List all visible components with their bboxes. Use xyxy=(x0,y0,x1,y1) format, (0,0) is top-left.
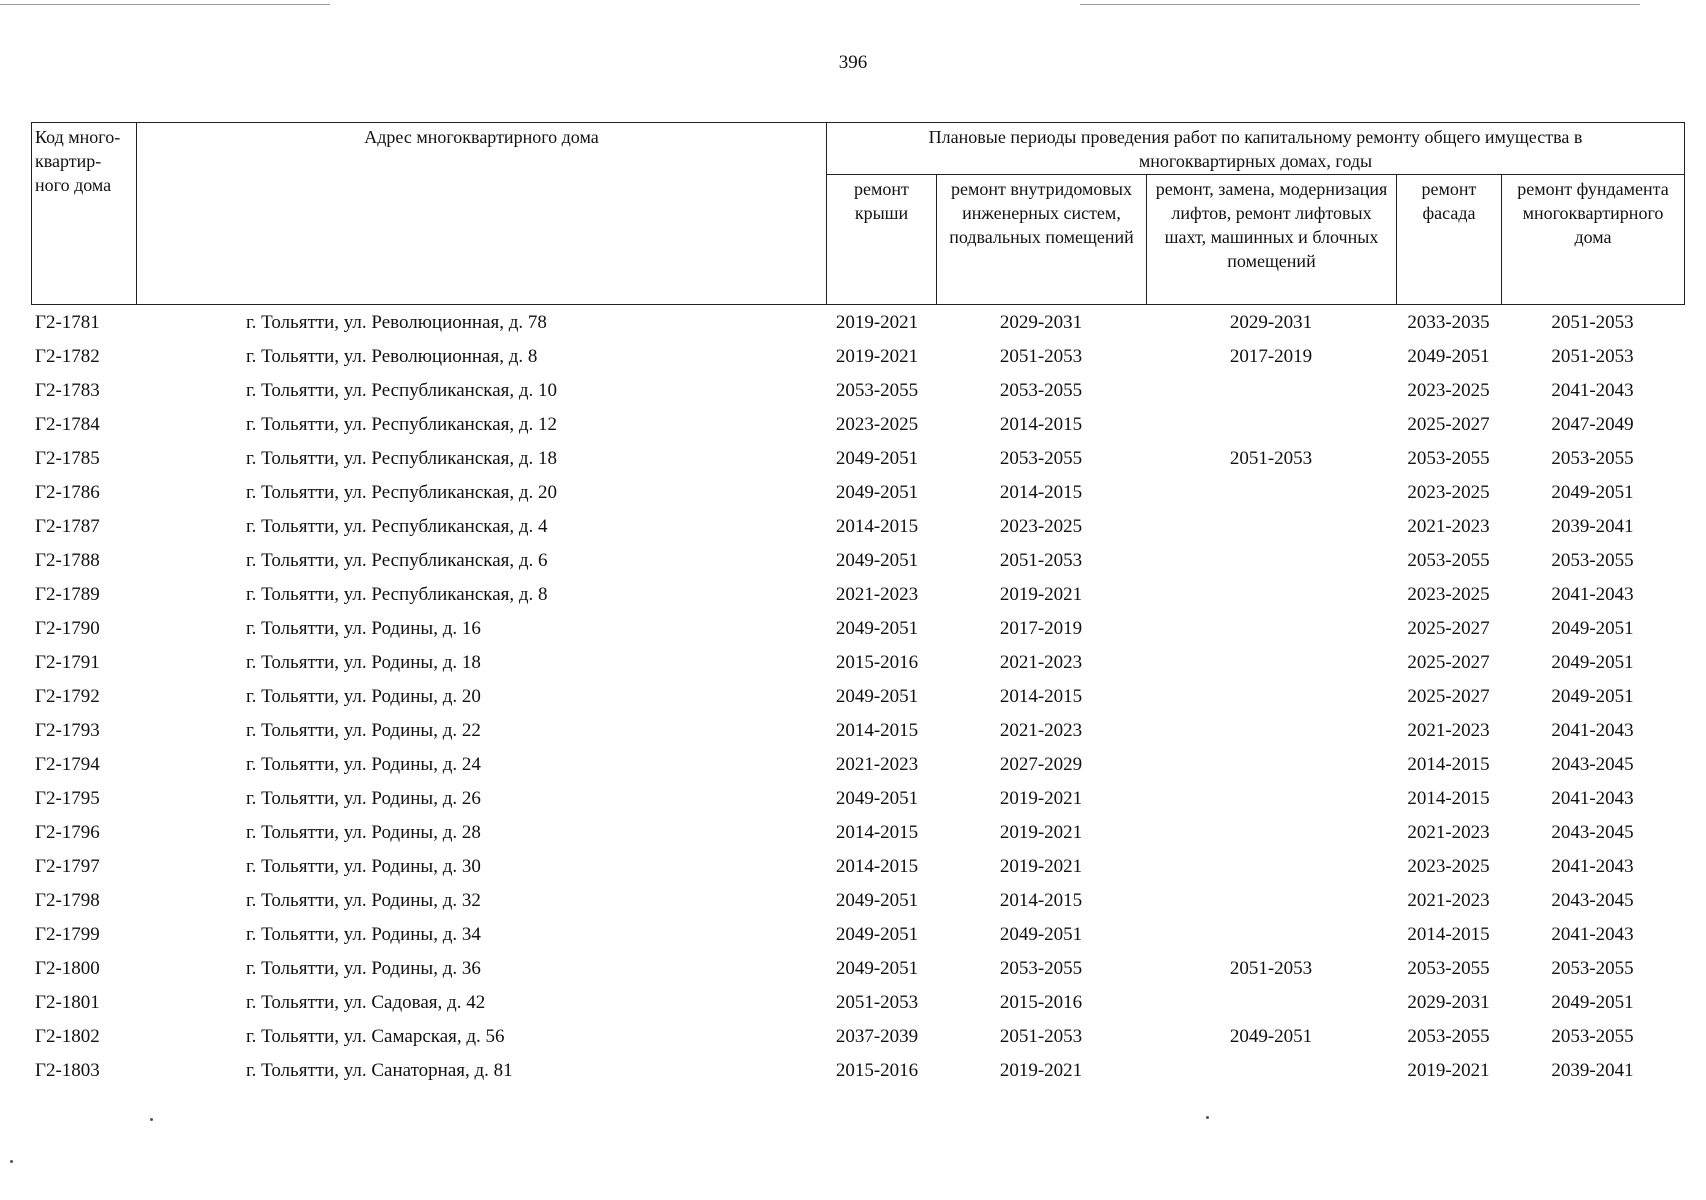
cell-facade: 2019-2021 xyxy=(1407,1060,1490,1081)
cell-engineering: 2014-2015 xyxy=(999,482,1083,503)
table-row xyxy=(31,442,1684,476)
cell-address: г. Тольятти, ул. Родины, д. 18 xyxy=(246,652,481,673)
cell-foundation: 2049-2051 xyxy=(1551,652,1634,673)
cell-code: Г2-1791 xyxy=(35,652,100,673)
cell-facade: 2021-2023 xyxy=(1407,720,1490,741)
cell-elevators xyxy=(1146,680,1396,714)
cell-engineering: 2049-2051 xyxy=(999,924,1083,945)
cell-roof: 2023-2025 xyxy=(835,414,919,435)
cell-facade: 2053-2055 xyxy=(1407,958,1490,979)
header-periods: Плановые периоды проведения работ по капитальному ремонту общего имущества в многоквартирных домах, годы xyxy=(827,123,1685,175)
cell-address: г. Тольятти, ул. Республиканская, д. 20 xyxy=(246,482,558,503)
table-row xyxy=(31,544,1684,578)
cell-roof: 2014-2015 xyxy=(835,720,919,741)
header-engineering: ремонт внутридомовых инженерных систем, подвальных помещений xyxy=(937,175,1147,305)
cell-facade: 2014-2015 xyxy=(1407,788,1490,809)
cell-facade: 2033-2035 xyxy=(1407,312,1490,333)
cell-facade: 2025-2027 xyxy=(1407,618,1490,639)
table-body xyxy=(31,306,1684,1088)
cell-facade: 2021-2023 xyxy=(1407,516,1490,537)
page-number: 396 xyxy=(838,52,868,73)
cell-elevators xyxy=(1146,748,1396,782)
cell-code: Г2-1803 xyxy=(35,1060,100,1081)
cell-elevators xyxy=(1146,476,1396,510)
cell-elevators: 2051-2053 xyxy=(1229,448,1313,469)
table-header xyxy=(31,122,1685,305)
cell-foundation: 2049-2051 xyxy=(1551,482,1634,503)
scan-edge-line xyxy=(1080,4,1640,5)
cell-roof: 2051-2053 xyxy=(835,992,919,1013)
table-row xyxy=(31,340,1684,374)
cell-address: г. Тольятти, ул. Республиканская, д. 6 xyxy=(246,550,548,571)
cell-elevators xyxy=(1146,646,1396,680)
cell-engineering: 2021-2023 xyxy=(999,652,1083,673)
cell-code: Г2-1802 xyxy=(35,1026,100,1047)
cell-foundation: 2043-2045 xyxy=(1551,754,1634,775)
cell-address: г. Тольятти, ул. Родины, д. 32 xyxy=(246,890,481,911)
cell-roof: 2021-2023 xyxy=(835,754,919,775)
header-code: Код много- квартир- ного дома xyxy=(32,123,137,305)
cell-address: г. Тольятти, ул. Родины, д. 22 xyxy=(246,720,481,741)
cell-code: Г2-1785 xyxy=(35,448,100,469)
cell-foundation: 2041-2043 xyxy=(1551,380,1634,401)
cell-elevators xyxy=(1146,578,1396,612)
table-row xyxy=(31,918,1684,952)
cell-elevators xyxy=(1146,884,1396,918)
cell-facade: 2021-2023 xyxy=(1407,822,1490,843)
cell-engineering: 2019-2021 xyxy=(999,788,1083,809)
cell-facade: 2053-2055 xyxy=(1407,1026,1490,1047)
cell-roof: 2014-2015 xyxy=(835,856,919,877)
cell-elevators xyxy=(1146,374,1396,408)
cell-address: г. Тольятти, ул. Родины, д. 20 xyxy=(246,686,481,707)
cell-elevators: 2017-2019 xyxy=(1229,346,1313,367)
cell-address: г. Тольятти, ул. Республиканская, д. 8 xyxy=(246,584,548,605)
cell-elevators xyxy=(1146,612,1396,646)
cell-facade: 2025-2027 xyxy=(1407,652,1490,673)
cell-code: Г2-1795 xyxy=(35,788,100,809)
cell-roof: 2049-2051 xyxy=(835,958,919,979)
cell-elevators xyxy=(1146,714,1396,748)
cell-foundation: 2039-2041 xyxy=(1551,516,1634,537)
cell-address: г. Тольятти, ул. Республиканская, д. 12 xyxy=(246,414,558,435)
cell-code: Г2-1787 xyxy=(35,516,100,537)
cell-roof: 2049-2051 xyxy=(835,788,919,809)
table-row xyxy=(31,1020,1684,1054)
table-row xyxy=(31,476,1684,510)
cell-elevators: 2049-2051 xyxy=(1229,1026,1313,1047)
cell-roof: 2049-2051 xyxy=(835,482,919,503)
cell-address: г. Тольятти, ул. Родины, д. 28 xyxy=(246,822,481,843)
cell-facade: 2023-2025 xyxy=(1407,380,1490,401)
table-row xyxy=(31,782,1684,816)
cell-engineering: 2019-2021 xyxy=(999,822,1083,843)
cell-foundation: 2051-2053 xyxy=(1551,346,1634,367)
cell-engineering: 2015-2016 xyxy=(999,992,1083,1013)
cell-code: Г2-1783 xyxy=(35,380,100,401)
cell-foundation: 2053-2055 xyxy=(1551,550,1634,571)
scan-edge-line xyxy=(0,4,330,5)
scan-speck xyxy=(150,1118,153,1121)
table-row xyxy=(31,680,1684,714)
cell-facade: 2023-2025 xyxy=(1407,584,1490,605)
cell-elevators xyxy=(1146,510,1396,544)
cell-foundation: 2049-2051 xyxy=(1551,686,1634,707)
cell-code: Г2-1793 xyxy=(35,720,100,741)
cell-code: Г2-1796 xyxy=(35,822,100,843)
header-elevators: ремонт, замена, модернизация лифтов, ремонт лифтовых шахт, машинных и блочных помещений xyxy=(1147,175,1397,305)
cell-engineering: 2053-2055 xyxy=(999,958,1083,979)
cell-facade: 2021-2023 xyxy=(1407,890,1490,911)
table-row xyxy=(31,1054,1684,1088)
cell-engineering: 2027-2029 xyxy=(999,754,1083,775)
table-row xyxy=(31,646,1684,680)
cell-engineering: 2053-2055 xyxy=(999,448,1083,469)
cell-code: Г2-1786 xyxy=(35,482,100,503)
cell-foundation: 2041-2043 xyxy=(1551,720,1634,741)
cell-facade: 2029-2031 xyxy=(1407,992,1490,1013)
cell-address: г. Тольятти, ул. Садовая, д. 42 xyxy=(246,992,486,1013)
cell-engineering: 2051-2053 xyxy=(999,550,1083,571)
cell-elevators: 2051-2053 xyxy=(1229,958,1313,979)
cell-code: Г2-1797 xyxy=(35,856,100,877)
cell-code: Г2-1798 xyxy=(35,890,100,911)
table-row xyxy=(31,510,1684,544)
cell-foundation: 2041-2043 xyxy=(1551,788,1634,809)
table-row xyxy=(31,952,1684,986)
cell-foundation: 2053-2055 xyxy=(1551,958,1634,979)
table-row xyxy=(31,850,1684,884)
cell-elevators xyxy=(1146,408,1396,442)
cell-foundation: 2041-2043 xyxy=(1551,856,1634,877)
cell-foundation: 2049-2051 xyxy=(1551,618,1634,639)
cell-roof: 2021-2023 xyxy=(835,584,919,605)
cell-engineering: 2029-2031 xyxy=(999,312,1083,333)
cell-code: Г2-1799 xyxy=(35,924,100,945)
header-roof: ремонт крыши xyxy=(827,175,937,305)
cell-roof: 2049-2051 xyxy=(835,448,919,469)
scan-speck xyxy=(1206,1116,1209,1119)
cell-code: Г2-1794 xyxy=(35,754,100,775)
cell-roof: 2049-2051 xyxy=(835,890,919,911)
table-row xyxy=(31,374,1684,408)
cell-foundation: 2047-2049 xyxy=(1551,414,1634,435)
cell-code: Г2-1788 xyxy=(35,550,100,571)
cell-roof: 2049-2051 xyxy=(835,550,919,571)
cell-address: г. Тольятти, ул. Родины, д. 24 xyxy=(246,754,481,775)
cell-facade: 2053-2055 xyxy=(1407,448,1490,469)
cell-foundation: 2053-2055 xyxy=(1551,1026,1634,1047)
cell-foundation: 2043-2045 xyxy=(1551,890,1634,911)
cell-engineering: 2051-2053 xyxy=(999,346,1083,367)
cell-address: г. Тольятти, ул. Родины, д. 36 xyxy=(246,958,481,979)
cell-facade: 2014-2015 xyxy=(1407,924,1490,945)
cell-roof: 2019-2021 xyxy=(835,346,919,367)
cell-address: г. Тольятти, ул. Республиканская, д. 10 xyxy=(246,380,558,401)
cell-roof: 2049-2051 xyxy=(835,618,919,639)
cell-foundation: 2041-2043 xyxy=(1551,584,1634,605)
cell-engineering: 2053-2055 xyxy=(999,380,1083,401)
header-foundation: ремонт фундамента многоквартирного дома xyxy=(1502,175,1685,305)
cell-address: г. Тольятти, ул. Революционная, д. 8 xyxy=(246,346,538,367)
cell-foundation: 2041-2043 xyxy=(1551,924,1634,945)
cell-roof: 2049-2051 xyxy=(835,924,919,945)
cell-code: Г2-1781 xyxy=(35,312,100,333)
table-row xyxy=(31,408,1684,442)
cell-code: Г2-1782 xyxy=(35,346,100,367)
cell-engineering: 2019-2021 xyxy=(999,1060,1083,1081)
cell-foundation: 2053-2055 xyxy=(1551,448,1634,469)
header-address: Адрес многоквартирного дома xyxy=(137,123,827,305)
cell-engineering: 2023-2025 xyxy=(999,516,1083,537)
cell-engineering: 2019-2021 xyxy=(999,856,1083,877)
cell-code: Г2-1801 xyxy=(35,992,100,1013)
cell-facade: 2025-2027 xyxy=(1407,414,1490,435)
cell-engineering: 2051-2053 xyxy=(999,1026,1083,1047)
cell-roof: 2015-2016 xyxy=(835,1060,919,1081)
cell-address: г. Тольятти, ул. Санаторная, д. 81 xyxy=(246,1060,513,1081)
cell-address: г. Тольятти, ул. Революционная, д. 78 xyxy=(246,312,547,333)
table-row xyxy=(31,816,1684,850)
cell-engineering: 2021-2023 xyxy=(999,720,1083,741)
cell-elevators xyxy=(1146,816,1396,850)
table-row xyxy=(31,748,1684,782)
cell-elevators xyxy=(1146,782,1396,816)
cell-facade: 2014-2015 xyxy=(1407,754,1490,775)
cell-facade: 2023-2025 xyxy=(1407,856,1490,877)
cell-roof: 2014-2015 xyxy=(835,822,919,843)
cell-facade: 2053-2055 xyxy=(1407,550,1490,571)
cell-facade: 2025-2027 xyxy=(1407,686,1490,707)
cell-foundation: 2043-2045 xyxy=(1551,822,1634,843)
cell-foundation: 2051-2053 xyxy=(1551,312,1634,333)
table-row xyxy=(31,986,1684,1020)
cell-roof: 2019-2021 xyxy=(835,312,919,333)
cell-engineering: 2019-2021 xyxy=(999,584,1083,605)
cell-facade: 2049-2051 xyxy=(1407,346,1490,367)
table-row xyxy=(31,612,1684,646)
data-table xyxy=(31,306,1684,1088)
table-row xyxy=(31,884,1684,918)
cell-address: г. Тольятти, ул. Родины, д. 30 xyxy=(246,856,481,877)
cell-roof: 2053-2055 xyxy=(835,380,919,401)
header-facade: ремонт фасада xyxy=(1397,175,1502,305)
cell-elevators xyxy=(1146,1054,1396,1088)
cell-elevators xyxy=(1146,850,1396,884)
cell-elevators xyxy=(1146,918,1396,952)
table-row xyxy=(31,306,1684,340)
cell-elevators xyxy=(1146,544,1396,578)
cell-code: Г2-1800 xyxy=(35,958,100,979)
cell-roof: 2014-2015 xyxy=(835,516,919,537)
cell-code: Г2-1790 xyxy=(35,618,100,639)
cell-roof: 2049-2051 xyxy=(835,686,919,707)
cell-elevators xyxy=(1146,986,1396,1020)
cell-engineering: 2017-2019 xyxy=(999,618,1083,639)
cell-code: Г2-1784 xyxy=(35,414,100,435)
cell-engineering: 2014-2015 xyxy=(999,686,1083,707)
cell-engineering: 2014-2015 xyxy=(999,414,1083,435)
table-row xyxy=(31,578,1684,612)
table-row xyxy=(31,714,1684,748)
cell-elevators: 2029-2031 xyxy=(1229,312,1313,333)
scan-speck xyxy=(10,1160,13,1163)
cell-code: Г2-1792 xyxy=(35,686,100,707)
cell-engineering: 2014-2015 xyxy=(999,890,1083,911)
cell-foundation: 2039-2041 xyxy=(1551,1060,1634,1081)
cell-address: г. Тольятти, ул. Родины, д. 34 xyxy=(246,924,481,945)
cell-address: г. Тольятти, ул. Республиканская, д. 4 xyxy=(246,516,548,537)
cell-facade: 2023-2025 xyxy=(1407,482,1490,503)
cell-address: г. Тольятти, ул. Республиканская, д. 18 xyxy=(246,448,558,469)
cell-roof: 2015-2016 xyxy=(835,652,919,673)
cell-address: г. Тольятти, ул. Родины, д. 16 xyxy=(246,618,481,639)
cell-code: Г2-1789 xyxy=(35,584,100,605)
cell-address: г. Тольятти, ул. Родины, д. 26 xyxy=(246,788,481,809)
cell-foundation: 2049-2051 xyxy=(1551,992,1634,1013)
cell-address: г. Тольятти, ул. Самарская, д. 56 xyxy=(246,1026,505,1047)
cell-roof: 2037-2039 xyxy=(835,1026,919,1047)
